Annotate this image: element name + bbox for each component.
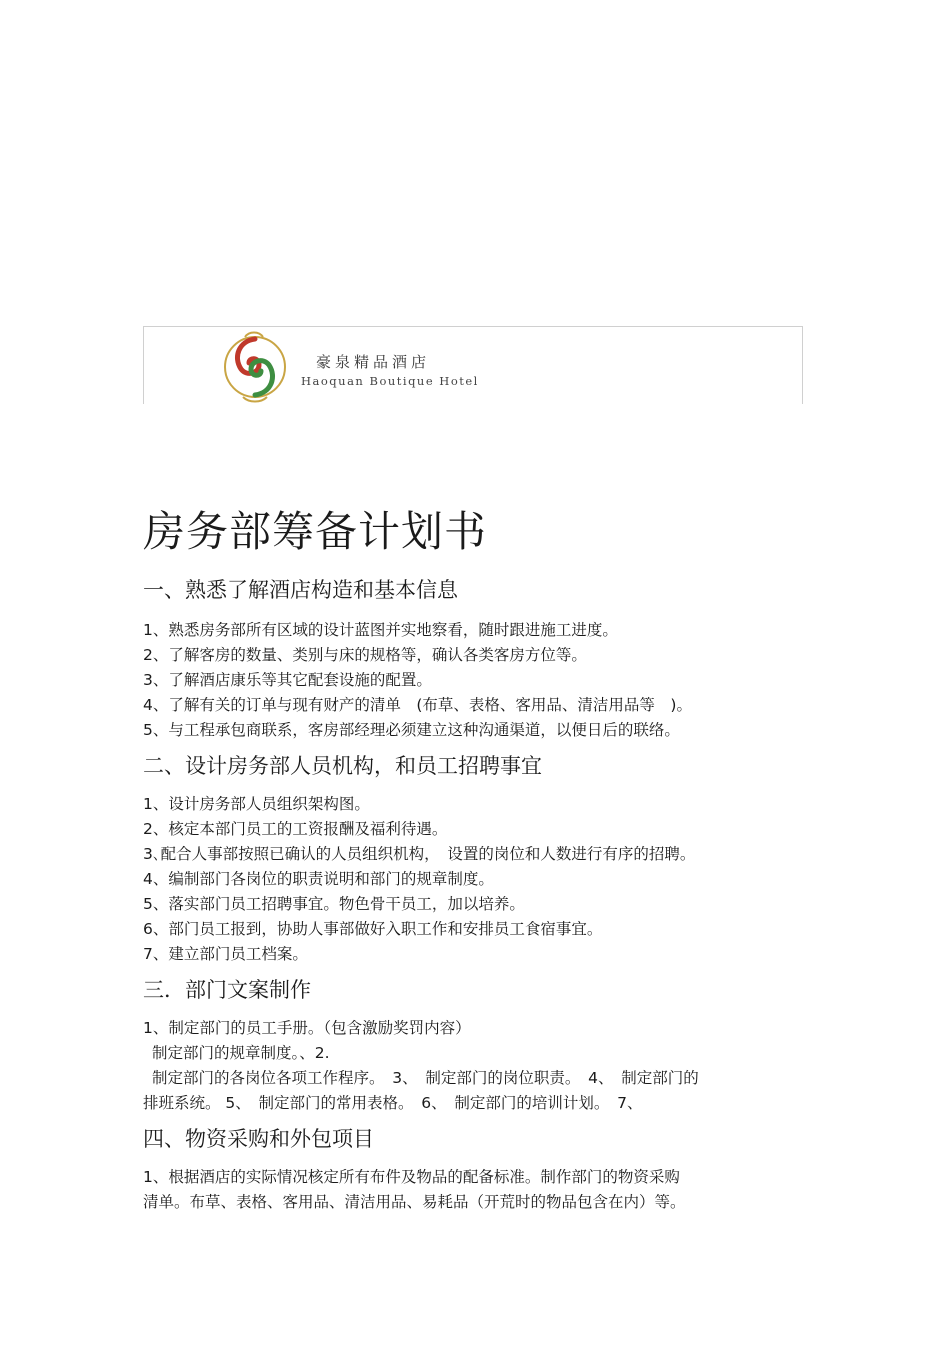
list-item: 制定部门的规章制度。、2.: [152, 1044, 330, 1062]
list-item: 2、核定本部门员工的工资报酬及福利待遇。: [143, 820, 448, 838]
list-item: 7、建立部门员工档案。: [143, 945, 308, 963]
list-item: 3､配合人事部按照已确认的人员组织机构， 设置的岗位和人数进行有序的招聘。: [143, 845, 696, 863]
list-item: 5、落实部门员工招聘事宜。物色骨干员工，加以培养。: [143, 895, 525, 913]
list-item: 1、制定部门的员工手册。（包含激励奖罚内容）: [143, 1019, 471, 1037]
section-heading-3: 三．部门文案制作: [143, 978, 311, 1002]
list-item: 1、熟悉房务部所有区域的设计蓝图并实地察看，随时跟进施工进度。: [143, 621, 618, 639]
list-item: 3、了解酒店康乐等其它配套设施的配置。: [143, 671, 432, 689]
list-item: 1、设计房务部人员组织架构图。: [143, 795, 370, 813]
list-item: 6、部门员工报到，协助人事部做好入职工作和安排员工食宿事宜。: [143, 920, 603, 938]
list-item: 2、了解客房的数量、类别与床的规格等，确认各类客房方位等。: [143, 646, 587, 664]
list-item: 排班系统。 5、 制定部门的常用表格。 6、 制定部门的培训计划。 7、: [143, 1094, 643, 1112]
list-item: 1、根据酒店的实际情况核定所有布件及物品的配备标准。制作部门的物资采购: [143, 1168, 680, 1186]
hotel-name-cn: 豪泉精品酒店: [316, 353, 431, 371]
list-item: 4、了解有关的订单与现有财产的清单 (布草、表格、客用品、清洁用品等 )。: [143, 696, 692, 714]
hotel-letterhead: [143, 326, 803, 404]
hotel-name-en: Haoquan Boutique Hotel: [301, 374, 479, 388]
list-item: 4、编制部门各岗位的职责说明和部门的规章制度。: [143, 870, 494, 888]
section-heading-1: 一、熟悉了解酒店构造和基本信息: [143, 578, 458, 602]
list-item: 制定部门的各岗位各项工作程序。 3、 制定部门的岗位职责。 4、 制定部门的: [152, 1069, 699, 1087]
section-heading-2: 二、设计房务部人员机构，和员工招聘事宜: [143, 754, 542, 778]
list-item: 清单。布草、表格、客用品、清洁用品、易耗品（开荒时的物品包含在内）等。: [143, 1193, 686, 1211]
dragon-s-emblem-icon: [219, 327, 291, 407]
section-heading-4: 四、物资采购和外包项目: [143, 1127, 374, 1151]
document-title: 房务部筹备计划书: [143, 507, 488, 556]
list-item: 5、与工程承包商联系，客房部经理必须建立这种沟通渠道，以便日后的联络。: [143, 721, 680, 739]
